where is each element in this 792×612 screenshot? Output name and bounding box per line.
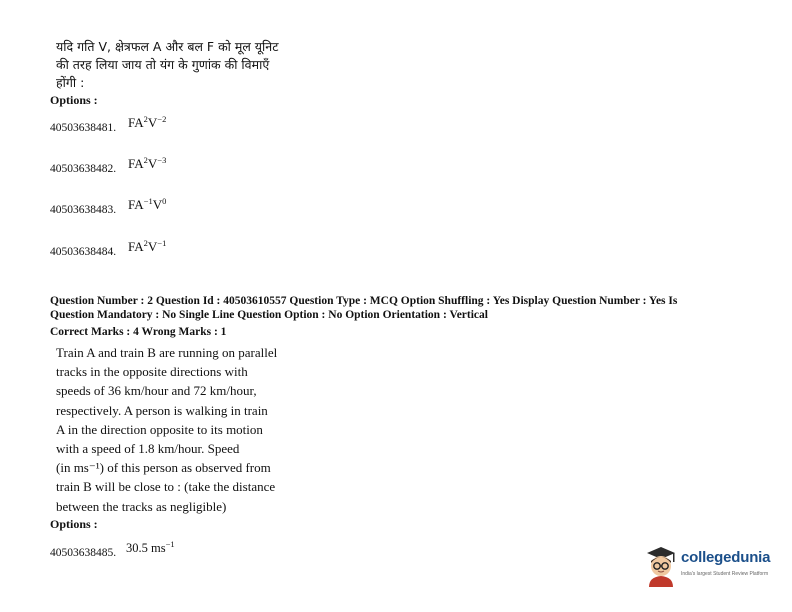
option-value: $FA^{-1}V^0$ <box>128 196 167 212</box>
question2-line: speeds of 36 km/hour and 72 km/hour, <box>56 383 257 399</box>
question2-line: tracks in the opposite directions with <box>56 364 248 380</box>
question2-meta-line1: Question Number : 2 Question Id : 40503610557 Question Type : MCQ Option Shuffling : Yes Display Question Number : Yes Is <box>50 295 678 307</box>
question1-line: की तरह लिया जाय तो यंग के गुणांक की विमाएँ <box>56 57 270 72</box>
option-id: 40503638484. <box>50 246 117 258</box>
option-id: 40503638481. <box>50 122 117 134</box>
question1-line: होंगी : <box>56 75 85 90</box>
option-value: $FA^2V^{-3}$ <box>128 155 167 171</box>
option-id: 40503638483. <box>50 204 117 216</box>
question2-line: (in ms⁻¹) of this person as observed from <box>56 460 271 476</box>
option-id: 40503638482. <box>50 163 117 175</box>
option-id: 40503638485. <box>50 547 117 559</box>
question2-line: respectively. A person is walking in train <box>56 402 268 418</box>
question2-marks: Correct Marks : 4 Wrong Marks : 1 <box>50 326 227 338</box>
question1-text <box>56 38 279 92</box>
question2-line: with a speed of 1.8 km/hour. Speed <box>56 441 240 457</box>
question1-line: यदि गति V, क्षेत्रफल A और बल F को मूल यूनिट <box>56 39 279 54</box>
question2-line: between the tracks as negligible) <box>56 498 227 514</box>
option-value: $FA^2V^{-2}$ <box>128 114 167 130</box>
option-value: 30.5 $ms^{-1}$ <box>126 539 175 555</box>
question2-line: A in the direction opposite to its motion <box>56 421 263 437</box>
collegedunia-logo <box>643 543 783 589</box>
question1-options-label: Options : <box>50 93 98 107</box>
question2-options-label: Options : <box>50 517 98 531</box>
student-mascot-icon <box>643 543 679 587</box>
logo-tagline: India's largest Student Review Platform <box>681 571 769 577</box>
logo-name: collegedunia <box>681 549 771 566</box>
question2-line: train B will be close to : (take the distance <box>56 479 276 495</box>
question2-line: Train A and train B are running on parallel <box>56 345 278 360</box>
question2-text <box>56 343 296 516</box>
option-value: $FA^2V^{-1}$ <box>128 238 167 254</box>
question2-meta-line2: Question Mandatory : No Single Line Question Option : No Option Orientation : Vertical <box>50 309 488 321</box>
